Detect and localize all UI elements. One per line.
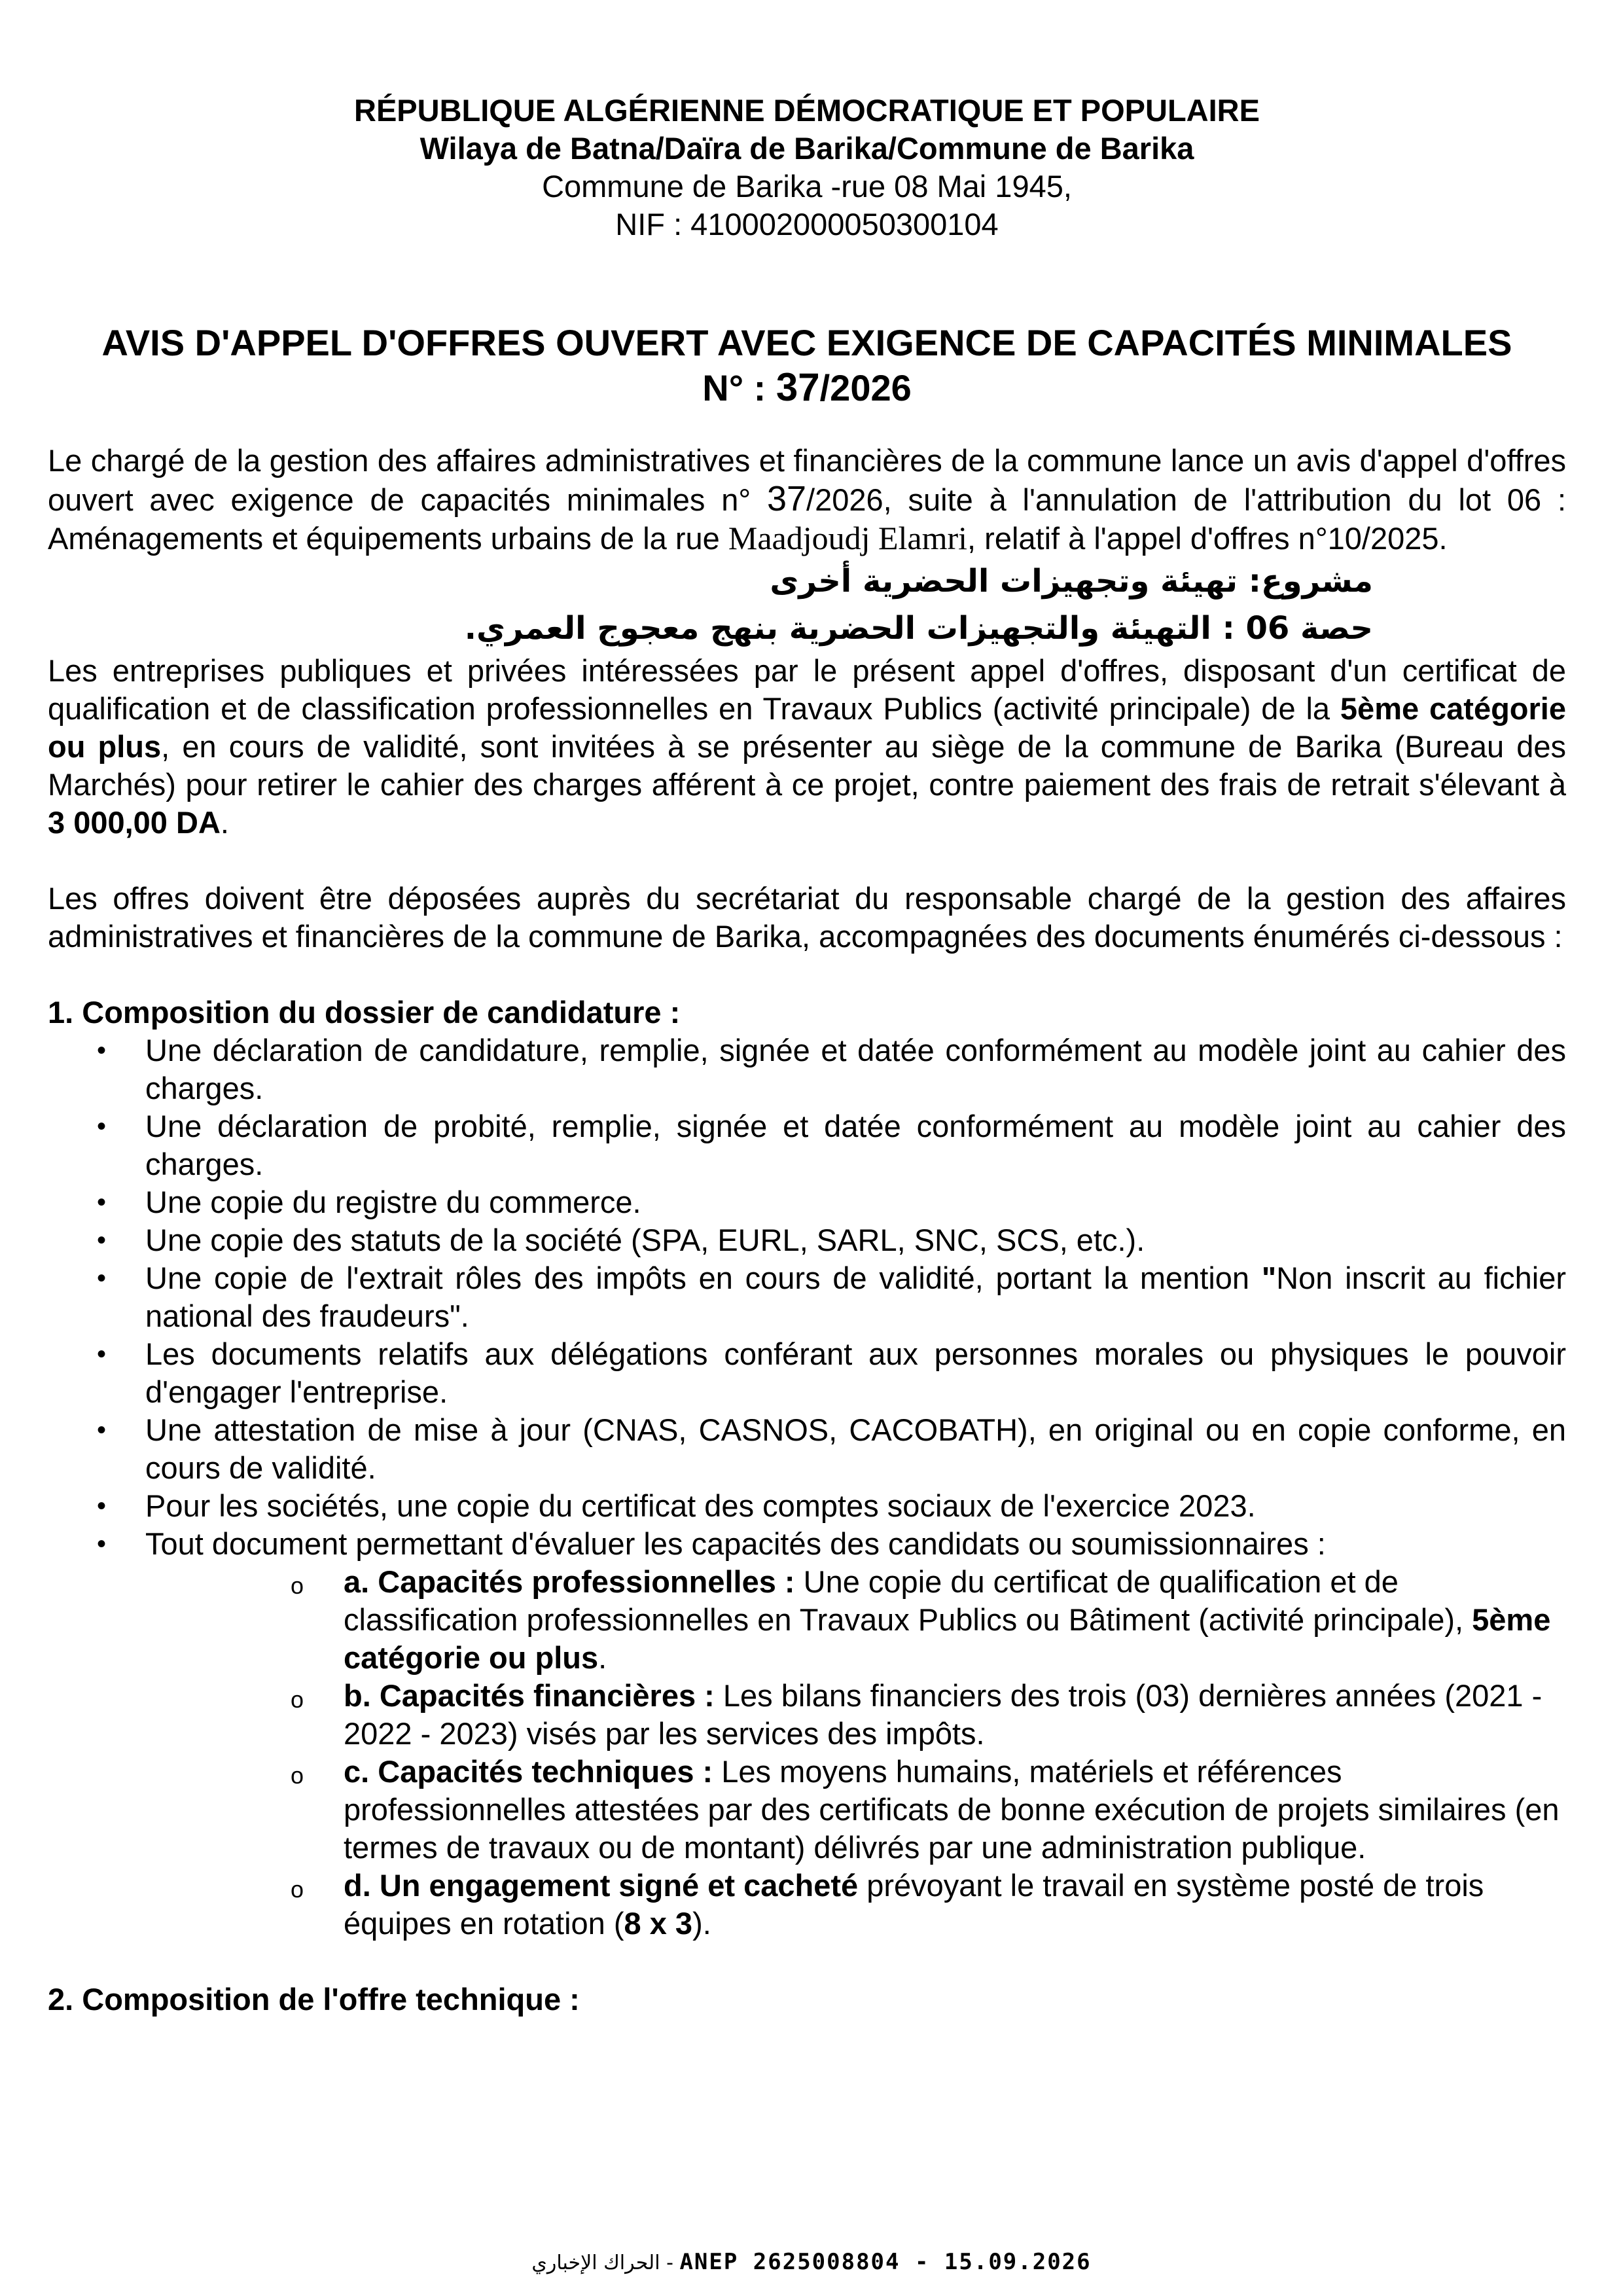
sub-item-bold: 8 x 3 [624,1906,693,1941]
title-number-value: 37 [776,365,820,409]
title-line: AVIS D'APPEL D'OFFRES OUVERT AVEC EXIGENCE DE CAPACITÉS MINIMALES [101,322,1512,363]
newspaper-name: الحراك الإخباري - [531,2251,680,2274]
capacities-list [145,1563,1566,1943]
wilaya-line: Wilaya de Batna/Daïra de Barika/Commune de Barika [419,131,1194,166]
nif-line: NIF : 410002000050300104 [615,207,999,242]
list-item: • Une copie des statuts de la société (SPA, EURL, SARL, SNC, SCS, etc.). [48,1221,1566,1259]
notice-title [48,321,1566,410]
list-item [48,1525,1566,1943]
sub-item-text: Les moyens humains, matériels et références professionnelles attestées par des certificats de bonne exécution de projets similaires (en termes de travaux ou de montant) délivrés par une administration publique. [344,1754,1560,1865]
list-item [48,1259,1566,1335]
intro-text-1: Le chargé de la gestion des affaires administratives et financières de la commune lance un avis d'appel d'offres ouvert avec exigence de capacités minimales n° [48,443,1566,517]
intro-number: 37 [766,479,807,518]
list-item: • Une déclaration de probité, remplie, signée et datée conformément au modèle joint au cahier des charges. [48,1107,1566,1183]
quote-mark: " [1261,1261,1277,1295]
list-item: • Une copie du registre du commerce. [48,1183,1566,1221]
sub-item-commitment [145,1867,1566,1943]
sub-item-label: d. Un engagement signé et cacheté [344,1868,859,1903]
intro-paragraph [48,442,1566,558]
intro-text-2: /2026, suite à l'annulation de l'attribution du lot 06 : Aménagements et équipements urbains de la rue [48,482,1567,556]
letterhead [48,92,1566,243]
intro-text-3: , relatif à l'appel d'offres n°10/2025. [967,521,1448,556]
quote-text: Non inscrit au fichier national des fraudeurs". [145,1261,1566,1333]
notice-content [48,92,1566,2018]
list-item-text: Une copie de l'extrait rôles des impôts en cours de validité, portant la mention [145,1261,1262,1295]
anep-reference: ANEP 2625008804 - 15.09.2026 [679,2249,1092,2275]
eligibility-paragraph [48,652,1566,842]
eligibility-category: 5ème catégorie ou plus [48,691,1566,764]
list-item: • Une déclaration de candidature, remplie, signée et datée conformément au modèle joint au cahier des charges. [48,1031,1566,1107]
title-number [48,365,1566,410]
sub-item-text: prévoyant le travail en système posté de trois équipes en rotation ( [344,1868,1484,1941]
list-item: • Pour les sociétés, une copie du certificat des comptes sociaux de l'exercice 2023. [48,1487,1566,1525]
candidature-list [48,1031,1566,1943]
sub-item-technical [145,1753,1566,1867]
title-number-year: /2026 [819,367,912,408]
address-line: Commune de Barika -rue 08 Mai 1945, [542,169,1072,204]
sub-item-end: ). [692,1906,711,1941]
section-2-heading: 2. Composition de l'offre technique : [48,1982,580,2017]
sub-item-label: a. Capacités professionnelles : [344,1564,795,1599]
section-1-heading: 1. Composition du dossier de candidature : [48,995,681,1030]
publication-footer [0,2248,1623,2278]
republic-heading: RÉPUBLIQUE ALGÉRIENNE DÉMOCRATIQUE ET POPULAIRE [354,93,1260,128]
sub-item-financial [145,1677,1566,1753]
sub-item-label: b. Capacités financières : [344,1678,715,1713]
list-item-text: Tout document permettant d'évaluer les capacités des candidats ou soumissionnaires : [145,1526,1326,1561]
title-number-prefix: N° : [702,367,776,408]
sub-item-bold: 5ème catégorie ou plus [344,1602,1551,1675]
sub-item-professional [145,1563,1566,1677]
submission-paragraph: Les offres doivent être déposées auprès du secrétariat du responsable chargé de la gestion des affaires administratives et financières de la commune de Barika, accompagnées des documents énumérés ci-dessous : [48,881,1566,954]
withdrawal-fee: 3 000,00 DA [48,805,221,840]
arabic-project: مشروع: تهيئة وتجهيزات الحضرية أخرى [770,563,1373,600]
sub-item-label: c. Capacités techniques : [344,1754,713,1789]
sub-item-text: Les bilans financiers des trois (03) dernières années (2021 - 2022 - 2023) visés par les services des impôts. [344,1678,1543,1751]
arabic-lot: حصة 06 : التهيئة والتجهيزات الحضرية بنهج معجوج العمري. [464,610,1373,647]
eligibility-text-2: , en cours de validité, sont invitées à se présenter au siège de la commune de Barika (Bureau des Marchés) pour retirer le cahier des charges afférent à ce projet, contre paiement des frais de retrait s'élevant à [48,729,1566,802]
eligibility-text-3: . [220,805,229,840]
eligibility-text-1: Les entreprises publiques et privées intéressées par le présent appel d'offres, disposant d'un certificat de qualification et de classification professionnelles en Travaux Publics (activité principale) de la [48,653,1566,726]
street-name: Maadjoudj Elamri [728,520,968,556]
list-item: • Une attestation de mise à jour (CNAS, CASNOS, CACOBATH), en original ou en copie conforme, en cours de validité. [48,1411,1566,1487]
list-item: • Les documents relatifs aux délégations conférant aux personnes morales ou physiques le pouvoir d'engager l'entreprise. [48,1335,1566,1411]
sub-item-text: Une copie du certificat de qualification et de classification professionnelles en Travaux Publics ou Bâtiment (activité principale), [344,1564,1472,1637]
sub-item-end: . [598,1640,607,1675]
